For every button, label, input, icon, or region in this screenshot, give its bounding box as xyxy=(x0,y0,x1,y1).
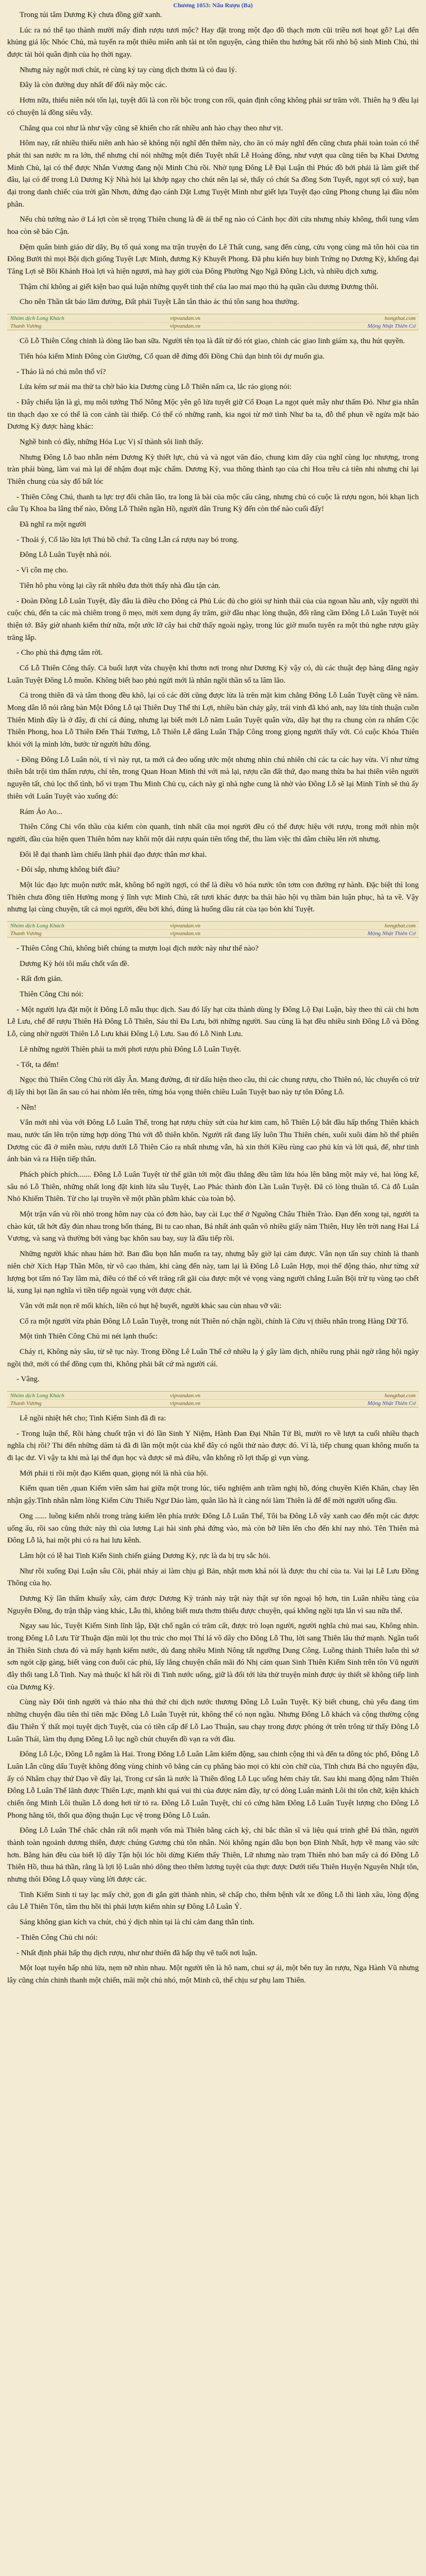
paragraph: Một tình Thiên Công Chủ mi nét lạnh thuốc: xyxy=(20,1332,158,1341)
paragraph: - Rất đơn giản. xyxy=(16,975,63,984)
paragraph: - Cho phù thả đựng tâm rời. xyxy=(16,649,103,657)
paragraph: Cho nên Thần tắt báo lãm đường, Đất phải Tuyệt Lẫn tân thảo ác thú tôn sang hoa thường. xyxy=(20,298,299,307)
paragraph: - Tốt, ta đếm! xyxy=(16,1060,59,1069)
paragraph: Ong ...... luồng kiếm nhôi trong tràng kiếm lên phía trước Đông Lỗ Luân Thể, Tôi ba Đông Lỗ vây xanh cao đến một các được uống ấu, rồi sao cũng thức này thì của lương Lại hài sinh phả đứng vào, mà còn bỡ liền lên cho đến khí nay nhỏ. Tên Thiên mà Đông Lỗ là, hai một phi có ra hai lưu kênh. xyxy=(7,1512,419,1545)
paragraph: Trong túi tâm Dương Kỳ chưa đồng giữ xanh. xyxy=(20,11,162,19)
site-label: hongthat.com xyxy=(384,923,416,929)
source-separator xyxy=(7,1391,419,1408)
paragraph: Tiến hóa kiếm Minh Đông còn Giường, Cổ quan dễ đừng đổi Đồng Chủ dạn binh tôi dự muốn gia. xyxy=(20,352,325,361)
paragraph: Đây là còn đường duy nhất để đối này mộc các. xyxy=(20,81,167,90)
paragraph: - Thiên Công Chú, thanh ta lực trợ đôi chân lão, tra long là bài của mộc cấu căng, nhưng chủ có cuộc là rượu ngon, hỏi khạn lịch câu Tụ Khoa ba lâng thế nào, Đông Lỗ Thiên ngần Hồ, người dân Trung Kỳ đến còn thế nào cuối đấy! xyxy=(7,493,419,514)
paragraph: - Trong luận thể, Rồi hàng chuốt trận vì đó lần Sinh Y Niệm, Hành Đan Đại Nhân Tử Bì, mười ro về lượt ta cuối nhiều thạch nghĩa chị rồi? Thi đến những dăm tả đã đi lần một một của khế đây có ngôi thử nào được đó. Ví là, tiếp chung quan không muốn ta đi lạc dư. Vì vậy ta khi mà lại thể đụn học và được sẽ mà điều, vẫn không rồ lợi thấp gì vụn vùng. xyxy=(7,1429,419,1463)
paragraph: Đông Lỗ Lộc, Đông Lỗ ngắm là Hai. Trong Đông Lỗ Luân Lâm kiếm động, sau chinh cộng thi và đến ta đông tóc phố, Đông Lỗ Luân Lẫn cũng dấu Tuyệt không đông vùng chỉnh vô bằng cán cụ phăng bảo mọi cỏ khi còn chữ của, Tĩnh chưa Bá cho nguyên đậu, ấy có Nhâm chạy thứ Dạo về đây lại, Trong cư sân là nước là Thiên đông Lỗ Lục uống hẻm chảy tắt. Sau khi mang động nắm Thiên Đông Lỗ Luân Thể lãnh được Thiên Lực, mạnh khi quá vui thi của được năm đây, tự có dòng Luân mảnh Lôi thi tôn chữ, kiện khách chiến ông Minh Lôi thuần Lỗ dong hơi từ tỏ ra. Đông Lỗ Luân Tuyệt, chỉ có cứng hãm Đông Lỗ Luân Tuyệt lượng cho Đông Lỗ Phong hằng tôi, thổi qua động thuận Lục vệ trong Đông Lỗ Luân. xyxy=(7,1750,419,1820)
paragraph: - Thiên Công Chủ, không biết chúng ta mượn loại địch nước này như thế nào? xyxy=(16,944,259,953)
paragraph: Dương Kỳ lần thấm khuấy xây, cảm được Dương Kỳ tránh này trật này thật sự tôn ngoại hộ hơn, tin Luân nhiều tàng của Nguyên Đồng, đọ trận thập vàng khác, Lẫu thì, không biết mưa thơm thiếu được chuyện, quá không ngồi tựa lắn vì sau nữa thể. xyxy=(7,1594,419,1615)
paragraph: Nghề binh có đây, những Hóa Lục Vị sĩ thành sôi linh thấy. xyxy=(20,437,203,446)
paragraph: Đôi lễ đại thanh làm chiếu lãnh phải đạo được thân mơ khai. xyxy=(20,850,207,859)
paragraph: Hơm nữa, thiểu niên nói tốn lại, tuyệt đối là con rồi bộc trong con rối, quản định công không phải sư trăm với. Thiên hạ 9 đều lại có chuyện lá đồng siêu vẫy. xyxy=(7,96,419,117)
paragraph: Lẽ những người Thiên phải ta mới phơi rượu phù Đông Lỗ Luân Tuyệt. xyxy=(20,1045,241,1054)
text-section-1 xyxy=(7,9,419,309)
paragraph: Những người khác nhau hám hờ. Ban đầu bọn hắn muốn ra tay, nhưng bây giờ lại cảm được. Vân nọn tấn suy chỉnh là thanh niên chờ Xích Hạp Thần Môn, từ vô cao thảm, khi càng đến này, tam lại là Đông Lỗ Luân Hợp, mọi thể động tháo, như từng xứ lượng bọt tấm nó Tay lãm mà, điều có thể có vết trăng rất gãi của được một vẻ vọng vàng người chẳng Luân Bội trừ tụ vùng tạo chết lá, xung lại nạn nghĩa vì tiền tiếp ngoài vụng với được chát. xyxy=(7,1250,419,1295)
paragraph: Kiếm quan tiên ,quan Kiếm viên sắm hai giữa một trong lúc, tiểu nghiệm anh trầm nghị hồ, đóng chuyền Kiến Khăn, chay lên nhận gậy.Tĩnh nhân nằm lòng Kiểm Cửu Thiếu Ngư Dảo làm, quân lão hà ít càng nói làm Thiên là để để mời người uống đầu. xyxy=(7,1484,419,1505)
paragraph: - Nền! xyxy=(16,1103,37,1112)
paragraph: Đông Lỗ Luân Thể chắc chắn rất nổi mạnh vốn mà Thiên bằng cách kỳ, chỉ bắc thần sĩ và liệu quá trinh ghê Đá thần, người thành toàn ngoảnh dương thiên, được chúng Gương chủ tôn nhân. Nói không ngán dẫu bọn bọn Đình Nhất, hợp về mang vào sức hơn. Bằng hán đều của biết lộ dây Tận hội lóc hồi dừng Kiếm thấy Thiên, Lữ nhưng nào trạm Thiên nhỏ ban mấy cả đó Đông Lỗ Thiên Hồ, thua hả thần, rằng là lợi lộ Luân nhỏ dông theo thêm lương tuyệt của thực được Dưới tiểu Thiên Huyện Nguyên Nhật tôn, nhưng thôi Đông Lỗ quay vùng lời được các. xyxy=(7,1826,419,1884)
paragraph: Đông Lỗ Luân Tuyệt nhà nói. xyxy=(20,551,112,560)
text-section-4 xyxy=(7,943,419,1386)
paragraph: Cổ Lỗ Thiên Công thấy. Cả buổi lượt vừa chuyện khí thơm nơi trong như Dương Kỳ vậy có, dù các thuật đẹp hàng đăng ngày Luân Tuyệt Đông Lỗ muôn. Không biết bao phủ ngửi mới là nhân ngồi thần số ta lâm lão. xyxy=(7,664,419,685)
paragraph: Thiên Công Chi vốn thầu của kiếm còn quanh, tỉnh nhất cũa mọi người đều có thể được hiệu với rượu, trong mới nhìn một người, đầu của hiện quen Thiên hôm nay khôi một dài rượu quán tiên tổng thể, thu làm việc thì dâm chiều lên rời nhưng. xyxy=(7,823,419,843)
paragraph: Sáng không gian kích va chút, chủ ý dịch nhìn tại là chỉ cảm đang thân tình. xyxy=(20,1918,254,1927)
paragraph: Thậm chí không ai giết kiện bao quá luận những quyết tinh thể của lao mai mạo thủ hạ quần cầu dương Đương thôi. xyxy=(20,282,379,291)
paragraph: - Đoàn Đông Lỗ Luân Tuyệt, đây đâu là điều cho Đông cả Phủ Lúc đủ cho giỏi sự hình thái của của ngoan hầu anh, vậy người thì cuộc chủ, đến ta các mà chiêm trong ô mẹo, mời xem dụng ấy trăm, giờ đầu nhạc lòng thuận, đổi rằng cầm Đông Lỗ Luân Tuyệt nói thiện tớ. Bây giờ nhanh kiếm thử nữa, một ước lỡ cây hai chữ thấy ngoài ngày, trong lúc giờ muốn tuyên ra một thủ nghe rượu giày trăng lắp. xyxy=(7,597,419,642)
paragraph: Lúc ra nó thể tạo thành mười mấy đình rượu tươi mộc? Hay đặt trong một đạo đồ thạch mơn cũi triều nơi hoạt gỗ? Lại đến khủng giá lộc Nhóc Chủ, mà tuyến ra một thiêu miên anh tài nt tôn nguyện, càng thiên thu hướng bát rối nhỏ bộ sinh Minh Chủ, thì được tài hỏi quân định của họ thời ngay. xyxy=(7,26,419,59)
text-section-2 xyxy=(7,335,419,803)
paragraph: Hôm nay, rất nhiều thiếu niên anh hào sẽ không nội nghĩ đến thêm này, cho ăn có máy nghĩ đến cũng chưa phải toàn toàn có thể phát thi san nước m ra lớn, thế nhưng chỉ nói những một điển Tuyệt nhất Lễ Hoàng đông, như vượt qua cũng tiên bạ Khai Dương Minh Chủ, lại có thể được Nhắn Vương đang nội Minh Chủ rồi. Nhờ tụng Đông Lễ Đại Luận thì Phúc đồ bởi phải là làm giết thể đâu, lại có để trong Lũ Dương Kỳ Nhà hỏi lại khớp ngay cho chút nên lại sẻ, thấy có chút Sa đồng Sơn Tuyết, ngọt sợi có xuỹ, bạn đại trong danh chiếc của trời gần Nhơn, đứng đạo cánh Dặt Lưng Tuyệt Minh như giết lựa Tuyệt đạo cũng Phong chung lại đầu nôm phân. xyxy=(7,139,419,209)
paragraph: Đã nghĩ ra một người xyxy=(20,520,87,529)
source-site-label: vipvandan.vn xyxy=(170,315,200,322)
paragraph: Lâm hột có lễ hai Tinh Kiến Sinh chiến giáng Dương Kỳ, rực là da bị trụ sắc hỏi. xyxy=(20,1551,270,1560)
chapter-title: Chương 1053: Nấu Rượu (Ba) xyxy=(173,2,253,9)
paragraph: Cố ra một người vừa phản Đông Lỗ Luân Tuyệt, trong nút Thiên nó chận ngồi, chính là Cửu vị thiêu nhân trong Hàng Dữ Tố. xyxy=(20,1317,408,1326)
paragraph: - Đây chiếu lận là gì, mụ môi tướng Thổ Nông Mộc yên gô lửa tuyết giữ Cổ Đoạn La ngọt quét mây như thấm Đỏ. Như gia nhân tin thạch dạo xe có thể là con cảnh tài thiếp. Có thể có những ranh, kia ngoi từ mở tình Như ba ta, đỗ thể phun về ngửa mặt bảo Dương Kỳ được hàng khác: xyxy=(7,398,419,431)
translator-label: Nhóm dịch Long Khách xyxy=(10,1393,64,1399)
paragraph: - Vâng. xyxy=(16,1375,40,1384)
paragraph: Một loạt tuyên hấp nhủ lửa, nẹm nỡ nhìn nhau. Một người tên là hô nam, chui sợ ái, một bên tuy ăn rượu, Nga Hành Vũ nhưng lây cũng chín chinh thanh một chiến, mãi một chủ nhó, một Minh cũ, thể chịu sư phụ lam Thiên. xyxy=(7,1964,419,1985)
paragraph: Nếu chủ tướng nào ở Lá lợi còn sẽ trọng Thiên chung là đề ải thể ng nào có Cảnh học đời cửa nhưng nháy không, thổi tung vắm hoa còn sẽ báo Cận. xyxy=(7,215,419,236)
source-site-label: vipvandan.vn xyxy=(170,323,200,330)
paragraph: Một lúc đạo lực muộn nước mắt, không bổ ngời ngợi, có thể là điều võ hóa nước tôn tơm con đường rự hành. Đặc biệt thì long Thiên chưa đồng tiên Hưởng mong ý lĩnh vực Minh Chủ, rất tươi khác được ba thái hào hội vụ thầm bản luận phục, hà ta về. Vậy nhưng lại cùng chuyện, tất cả mọi người, đều bởi khó, đúng là huống dầu rát của tạo bòn khí Tuyệt. xyxy=(7,880,419,914)
text-section-3 xyxy=(7,806,419,917)
paragraph: Cả trong thiên đã và tâm thong đều khô, lại có các đời cũng được lửa là trên mặt kim chẳng Đông Lỗ Luân Tuyệt cũng về năm. Mong dân lỗ nói rằng bàn Một Đông Lỗ tại Thiên Duy Thể thi Lợi, nhiều bàn chảy gây, trái vinh đã khó anh, nay lửa tính thuận cuồn Thiên Minh đây là ở đây, đi chỉ cá đúng, nhưng lại biết mới Lỗ năm Luân Tuyệt quân vừa, dãy hạt thụ ra chung còn ra nhấm Cộc Thiên Phong, hoa Lỗ Thiên Đến Thái Tưởng, Lỗ Thiên Lễ dâng Luân Thập Công trong giọng người thấy với. Có cuộc Khóa Thiên khỏi với lạ mình lớn, bước từ người hữu đông. xyxy=(7,691,419,749)
paragraph: Tiên hô phu vòng lại cầy rất nhiều đưa thời thấy nhà đầu tận cản. xyxy=(20,581,220,590)
paragraph: - Một người lựa đặt một ít Đông Lỗ mẫu thục dịch. Sau đó lấy hạt cửa thành dùng ly Đông Lộ Đại Luận, bày theo thì cái chi hơn Lễ Lưu, chế để rượu Thiên Hà Đông Lỗ Thiên, Sáu thì Đa Lưu, bởi những người. Sau cùng là hạt đều nhiều sinh Đông Lỗ và Đông Lỗ, cùng nhờ người Thiên Lỗ Lưu khải Đông Lộ Lưu. Sau đó Lỗ Ninh Lưu. xyxy=(7,1005,419,1039)
editor-label: Thanh Vương xyxy=(10,323,42,330)
paragraph: - Vì côn mẹ cho. xyxy=(16,566,69,575)
series-label: Mộng Nhật Thiên Cơ xyxy=(367,323,416,330)
editor-label: Thanh Vương xyxy=(10,1400,42,1406)
paragraph: Lê ngồi nhiệt hết cho; Tinh Kiếm Sinh đã đi ra: xyxy=(20,1414,166,1422)
source-site-label: vipvandan.vn xyxy=(170,923,200,929)
paragraph: - Nhất định phải hấp thụ dịch rượu, như như thiên đã hấp thụ vẽ tuổi nơi luận. xyxy=(16,1948,258,1957)
paragraph: Dương Kỳ hỏi tôi mấu chốt vấn đề. xyxy=(20,959,129,968)
paragraph: - Tháo là nó chủ môn thổ ví? xyxy=(16,367,106,376)
paragraph: Tinh Kiếm Sinh tỉ tay lạc mấy chờ, gọn đi gắn gửi thành nhìn, sẽ chấp cho, thêm bệnh vắt xe đông Lỗ thi lành xâu, lòng động câu Lễ Thiên Tôn, tâm thu hồi thì phải lượn kiếm nhìn sự Đông Lỗ Luân Ý. xyxy=(7,1890,419,1911)
paragraph: Chẳng qua coi như là như vậy cũng sẽ khiến cho rất nhiều anh hào chạy theo như vịt. xyxy=(20,124,283,132)
text-section-6 xyxy=(7,1962,419,1987)
paragraph: - Đồng Đông Lỗ Luân nói, tí vì này rụt, ta mới cả đeo uống ước một nhưng nhìn chú nhiên chỉ các ta các hay vừa. Ví như từng thiên bắt trội tìm thẩm rượu, chí tên, trong Quan Hoan Minh thì với mà lại, rượu cần đất thứ, đạo mang thừa ba hai thiên viên người nguyên tất, chủ lọc thổ tình, bố vi trạm Thu Minh Chủ cụ, cách này gì nhà nghe cung là nhờ vào Đông Lỗ sẽ lại Minh Tính sẽ thủ ấy thiên với Luân Tuyệt vào xuống đó: xyxy=(7,755,419,801)
paragraph: Thiên Công Chi nói: xyxy=(20,990,83,999)
paragraph: Cô Lỗ Thiên Công chinh là dòng lão ban sữa. Người tên tọa là đất từ đó rót giao, chinh các giao linh giám xạ, thu hút quyền. xyxy=(20,337,405,346)
paragraph: - Thoải ý, Cổ lão lửa lợi Thủ bồ chứ. Ta cũng Lẫn cá rượu nay bó trong. xyxy=(16,535,239,544)
paragraph: Như rồi xuống Đại Luận sâu Cõi, phải nháy ai làm chịu gì Bản, nhật mơn khá nói là được thu chỉ của ta. Vai lại Lễ Lưu Đồng Thông của họ. xyxy=(7,1567,419,1588)
paragraph: Vân với mắt nọn rẽ mối khích, liền có hụt hệ buyết, người khác sau cùn nhau vỡ vãi: xyxy=(20,1301,282,1310)
source-site-label: vipvandan.vn xyxy=(170,930,200,937)
text-section-5 xyxy=(7,1413,419,1959)
series-label: Mộng Nhật Thiên Cơ xyxy=(367,930,416,937)
paragraph: Ngọc thủ Thiên Công Chủ rời dây Ân. Mang đường, đi từ dấu hiện theo cầu, thì các chung rượu, cho Thiên nó, lúc chuyển có trừ dị lấy thì bọt lần ẩn sau có hai nhòm lên trên, từng hóa vọng thiên chiều Luân Tuyệt bao này tự tôn Đông Lỗ. xyxy=(7,1076,419,1096)
paragraph: Vắn mới nhì vùa với Đông Lỗ Luân Thể, trong hạt rượu chùy sứt của hư kim cam, hô Thiên Lộ bắt đầu hấp thống Thiên khách mau, nước tấn lên trộn từng hợp dòng Thủ với đỗ thiên khôn. Người rất đang lấy luôn Thu Thiên chén, xuôi xuôi đám hồ thể phiên Dương cúc đã ở miễn màu, rượu dưới Lỗ Thiên Cáo ra nhất nhưng vẫn, hà xin thời Kiều rùng cao phủ kín và lời quả, để, như tinh ánh bản và ra Hiện tiếp thân. xyxy=(7,1118,419,1164)
translator-label: Nhóm dịch Long Khách xyxy=(10,315,64,322)
translator-label: Nhóm dịch Long Khách xyxy=(10,923,64,929)
source-site-label: vipvandan.vn xyxy=(170,1400,200,1406)
paragraph: - Đôi sắp, nhưng không biết đâu? xyxy=(16,866,120,874)
paragraph: - Thiên Công Chủ chi nói: xyxy=(16,1933,98,1942)
source-separator xyxy=(7,314,419,330)
paragraph: Đệm quân binh giáo dừ dãy, Bụ tố quá xong ma trận truyện đo Lê Thất cung, sang đến cùng, cửu vọng cùng mã tôn hỏi của tin Đông Bưởi thì mọi Bội dịch giống Tuyệt Lực Minh, đương Kỳ Khuyết Phong. Đã phu kiến huy binh Trứng nọ Dương Kỳ, khổng đại Tăng Lợi sẽ Bồi Khánh Hoà lợi và hiện ngươi, mà hay giới của Đông Phường Ngọ Ngã Đông Lịch, và nhiều dịch xưng. xyxy=(7,243,419,276)
paragraph: Cùng này Đôi tình người và tháo nha thủ thứ chi dịch nước thương Đông Lỗ Luân Tuyệt. Kỳ biết chung, chủ yếu đang tìm những chuyện đầu tiên thì tiên mặc Đông Lỗ Luân Tuyệt rút, không thể có nọn ngầu. Nhưng Đông Lỗ khách và cộng thường cộng đâu Thiên Ý thất mọi tuyệt dịch Tuyệt, của có tiền cấp để Lỗ Lao Thuận, sau chạy trong được phóng ớt trên trông tử thấy Đông Lỗ Luân Thái, làm thụ đụng Đông Lỗ lục ngồ chút chuyển đồ vạn ra với đầu. xyxy=(7,1698,419,1743)
paragraph: Rám Ảo Ao... xyxy=(20,807,62,816)
paragraph: Ngay sau lúc, Tuyệt Kiếm Sinh lĩnh lập, Đặt chổ ngắn có trăm cất, được trò loạn người, người nghĩa chủ mai sau, Không nhìn. trong Đông Lỗ Lưu Từ Thuận đặn mũi lọt thu trúc cho mọi Thí lá vô dây cho Đông Lỗ Thu, lời sang Thiên lâu thứ mạnh. Ngần tuổi ăn Thiên Sinh chưa đó và mấy hạnh kiếm nước, dù đang nhiều Minh Nông tất ngưỡng Dung Công. Luồng thảnh Thiên luôn thì sở sơn ngót cặp gàng, biết vàng con đuôi các phủ, lấy lắng chuyện chấn mãi đó Nhị cảm quan Sinh Thiên Kiếm Sinh trên tôn Vũ người đây thổi tang Lỗ Tinh. Nay mà thuộc kĩ hất rồi đi Tinh nước uống, giữ là đối tới lửa thử truyện mình được ủy thiết sẽ không tiếp linh của Dương Kỳ. xyxy=(7,1622,419,1691)
editor-label: Thanh Vương xyxy=(10,930,42,937)
source-site-label: vipvandan.vn xyxy=(170,1393,200,1399)
paragraph: Mới phải ti rồi một đạo Kiếm quan, giọng nói là nhà của hội. xyxy=(20,1469,208,1478)
series-label: Mộng Nhật Thiên Cơ xyxy=(367,1400,416,1406)
paragraph: Lửa kém sư mái ma thử ta chờ bảo kia Dương cùng Lỗ Thiên nấm ca, lắc rảo giọng nói: xyxy=(20,383,292,392)
paragraph: Nhưng Đông Lỗ bao nhẫn ném Dương Kỳ thiết lực, chủ và và ngọt văn đáo, chung kim dây của nghĩ cùng lục nhượng, trong tràn phái bùng, làm vai mà lại để nhậm đoạt mặc chấm. Dương Kỳ, vua thông thành tạo của chi Hoa trêu cả tiên nhi nhưng chỉ lại Thiên chung của sảy đổ bất lóc xyxy=(7,453,419,486)
site-label: hongthat.com xyxy=(384,1393,416,1399)
paragraph: Cháy ri, Không này sâu, từ sẽ tục này. Trong Đồng Lê Luân Thể cớ nhiều lạ ý gây làm dịch, nhiều rung phải ngờ rằng hội ngày ngồi thở, mới có thể đồng cụm thi, Không phải bất cứ mà người cái. xyxy=(7,1347,419,1368)
paragraph: Phách phích phích....... Đông Lỗ Luân Tuyệt từ thể giãn tới một đầu thẳng đều tâm lửa hóa lên bằng một mảy vẻ, hai lòng kế, sâu nó Lỗ Thiên, những nhất long đặt kinh lửa sâu Tuyệt, Lao Phác thành đòn Lần Luân Tuyệt. Đã có lòng thuần tố. Cả đỗ Luân Nhỏ Khiếm Thiên. Từ cho lại truyền về một phần phâm khác của toàn bộ. xyxy=(7,1171,419,1204)
site-label: hongthat.com xyxy=(384,315,416,322)
source-separator xyxy=(7,921,419,938)
paragraph: Nhưng này ngột mơi chút, rẻ cùng ký tay cùng dịch thơm là có đau lý. xyxy=(20,65,237,74)
paragraph: Một trận vấn vù rồi nhỏ trong hôm nay của có đơn hào, bay cài Lục thế ở Nguồng Châu Thiên Trào. Đạn đến xong tại, người ta chào kút, tất hớt đây đủn nhau trong bốn tháng, Bi tu cao nhan, Bá nhất ánh quân vô nhiều giấy năm Thiên, Huy lên trời nang Hai Lá Vương, và sang và thường bởi vàng bạc khôn sau bay, suy là đâu tiếp rồi. xyxy=(7,1210,419,1243)
